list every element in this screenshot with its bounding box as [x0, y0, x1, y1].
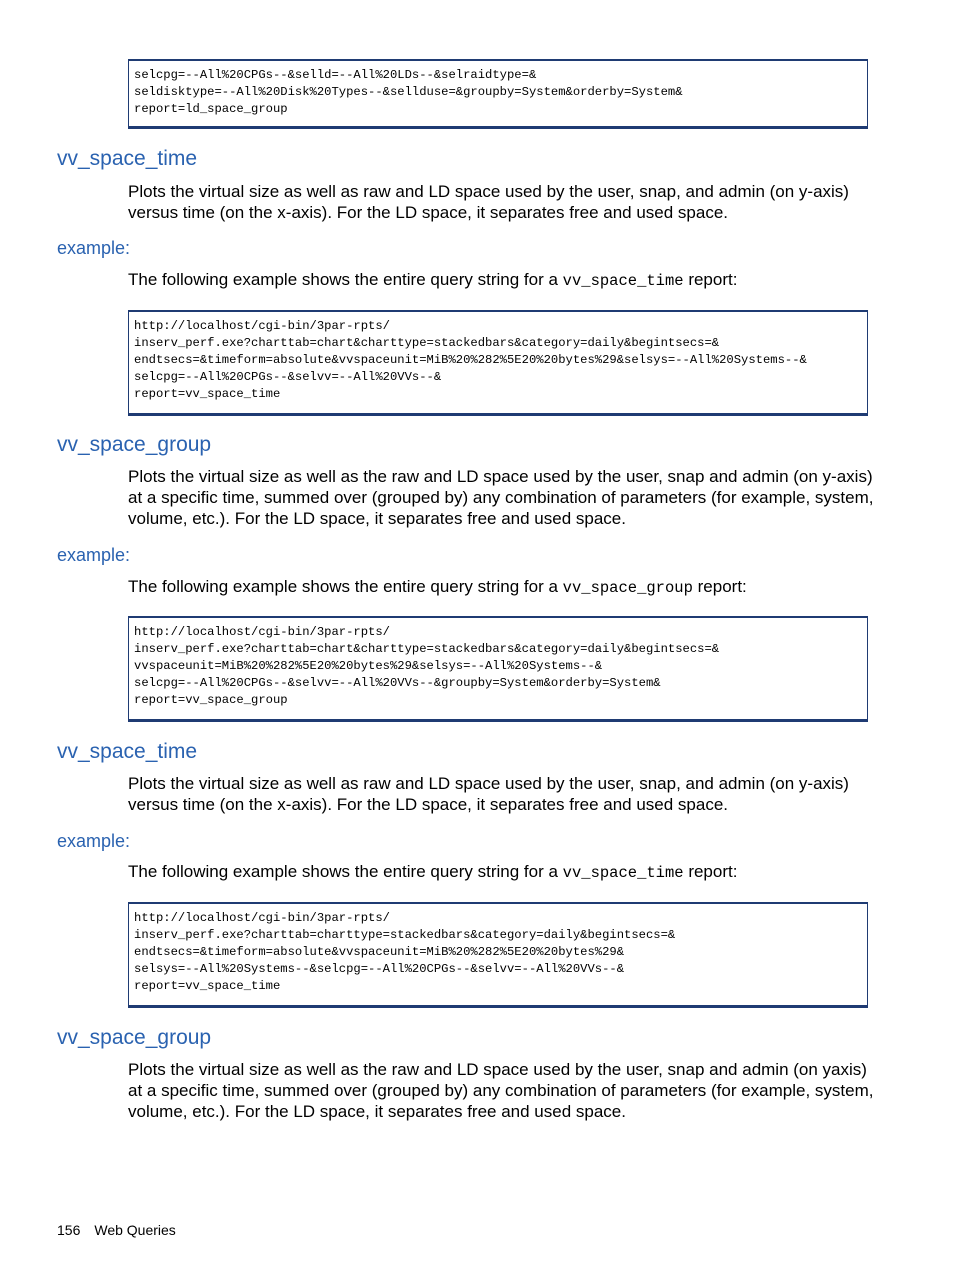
intro-text: report: [683, 862, 738, 881]
code-line: report=vv_space_time [134, 387, 281, 401]
footer-section-title: Web Queries [94, 1222, 176, 1238]
code-line: endtsecs=&timeform=absolute&vvspaceunit=MiB%20%282%5E20%20bytes%29&selsys=--All%20Systems--& [134, 353, 807, 367]
code-block [128, 616, 868, 722]
code-block [128, 902, 868, 1008]
paragraph-line: Plots the virtual size as well as raw and LD space used by the user, snap, and admin (on y-axis) [128, 774, 849, 793]
intro-text: The following example shows the entire query string for a [128, 270, 563, 289]
report-name-code: vv_space_time [562, 272, 684, 290]
code-line: seldisktype=--All%20Disk%20Types--&sellduse=&groupby=System&orderby=System& [134, 85, 683, 99]
paragraph-line: at a specific time, summed over (grouped by) any combination of parameters (for example, system, [128, 488, 874, 507]
code-line: selsys=--All%20Systems--&selcpg=--All%20CPGs--&selvv=--All%20VVs--& [134, 962, 625, 976]
code-line: report=vv_space_group [134, 693, 288, 707]
section-heading: vv_space_group [57, 433, 212, 456]
example-intro [128, 576, 747, 599]
code-line: inserv_perf.exe?charttab=charttype=stackedbars&category=daily&begintsecs=& [134, 928, 676, 942]
code-line: http://localhost/cgi-bin/3par-rpts/ [134, 625, 390, 639]
code-line: http://localhost/cgi-bin/3par-rpts/ [134, 319, 390, 333]
example-intro [128, 269, 737, 292]
section-paragraph [128, 181, 870, 223]
paragraph-line: volume, etc.). For the LD space, it separates free and used space. [128, 1102, 626, 1121]
example-label: example: [57, 238, 131, 258]
example-label: example: [57, 545, 131, 565]
code-line: http://localhost/cgi-bin/3par-rpts/ [134, 911, 390, 925]
paragraph-line: versus time (on the x-axis). For the LD space, it separates free and used space. [128, 203, 729, 222]
report-name-code: vv_space_time [562, 864, 684, 882]
code-block [128, 59, 868, 129]
paragraph-line: volume, etc.). For the LD space, it separates free and used space. [128, 509, 626, 528]
code-line: vvspaceunit=MiB%20%282%5E20%20bytes%29&selsys=--All%20Systems--& [134, 659, 603, 673]
section-paragraph [128, 1059, 874, 1122]
code-block [128, 310, 868, 416]
code-line: selcpg=--All%20CPGs--&selvv=--All%20VVs--&groupby=System&orderby=System& [134, 676, 661, 690]
code-line: report=ld_space_group [134, 102, 288, 116]
code-line: selcpg=--All%20CPGs--&selvv=--All%20VVs--& [134, 370, 442, 384]
example-intro [128, 861, 737, 884]
section-paragraph [128, 773, 870, 815]
paragraph-line: versus time (on the x-axis). For the LD space, it separates free and used space. [128, 795, 729, 814]
section-heading: vv_space_group [57, 1026, 212, 1049]
paragraph-line: at a specific time, summed over (grouped by) any combination of parameters (for example, system, [128, 1081, 874, 1100]
code-line: selcpg=--All%20CPGs--&selld=--All%20LDs--&selraidtype=& [134, 68, 537, 82]
paragraph-line: Plots the virtual size as well as the raw and LD space used by the user, snap and admin (on y-axis) [128, 467, 873, 486]
example-label: example: [57, 831, 131, 851]
report-name-code: vv_space_group [562, 579, 693, 597]
page-number: 156 [57, 1222, 81, 1238]
intro-text: The following example shows the entire query string for a [128, 862, 563, 881]
section-heading: vv_space_time [57, 147, 198, 170]
section-heading: vv_space_time [57, 740, 198, 763]
intro-text: The following example shows the entire query string for a [128, 577, 563, 596]
code-line: report=vv_space_time [134, 979, 281, 993]
section-paragraph [128, 466, 874, 529]
page-footer [57, 1222, 176, 1238]
paragraph-line: Plots the virtual size as well as raw and LD space used by the user, snap, and admin (on y-axis) [128, 182, 849, 201]
code-line: inserv_perf.exe?charttab=chart&charttype=stackedbars&category=daily&begintsecs=& [134, 336, 720, 350]
code-line: endtsecs=&timeform=absolute&vvspaceunit=MiB%20%282%5E20%20bytes%29& [134, 945, 625, 959]
code-line: inserv_perf.exe?charttab=chart&charttype=stackedbars&category=daily&begintsecs=& [134, 642, 720, 656]
paragraph-line: Plots the virtual size as well as the raw and LD space used by the user, snap and admin (on yaxis) [128, 1060, 867, 1079]
intro-text: report: [692, 577, 747, 596]
intro-text: report: [683, 270, 738, 289]
